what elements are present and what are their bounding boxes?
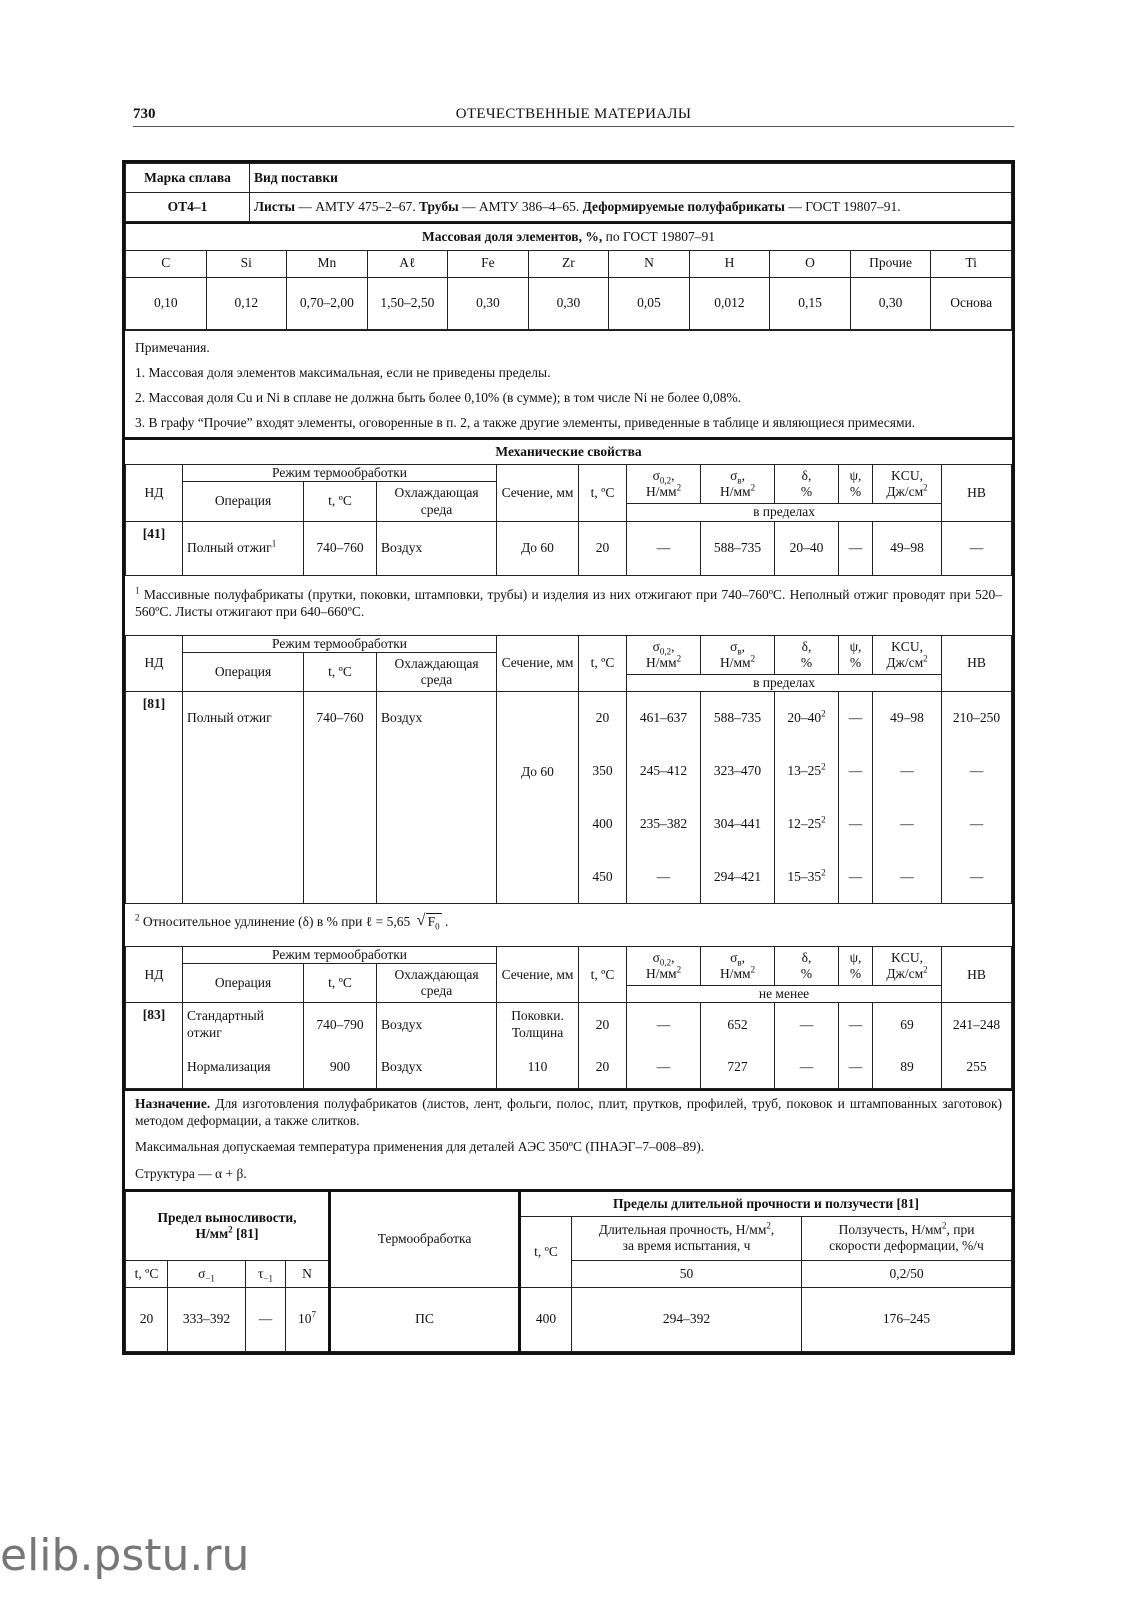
page-number: 730 — [133, 106, 156, 122]
delta: $20-40^2$ — [775, 692, 839, 745]
hdr-hb: НВ — [942, 465, 1012, 521]
hdr-kcu: KCU, $Дж/см^2$ — [873, 635, 942, 674]
mech-table-81 — [125, 635, 1012, 904]
fatigue-t: 20 — [126, 1287, 168, 1351]
hdr-s02: $\sigma_{0,2}$, $Н/мм^2$ — [627, 947, 701, 986]
test-temp: 350 — [579, 745, 627, 798]
heat-treatment-header: Термообработка — [330, 1190, 520, 1287]
psi: — — [839, 1046, 873, 1089]
psi: — — [839, 798, 873, 851]
hdr-s02: $\sigma_{0,2}$, $Н/мм^2$ — [627, 635, 701, 674]
kcu: 69 — [873, 1003, 942, 1046]
element-symbol: Прочие — [850, 250, 931, 277]
hb: 241–248 — [942, 1003, 1012, 1046]
creep-header: Ползучесть, $Н/мм^2$, при скорости деформации, %/ч — [802, 1216, 1012, 1260]
range-label: в пределах — [627, 504, 942, 521]
hdr-nd: НД — [126, 465, 183, 521]
element-symbol: Ti — [931, 250, 1012, 277]
element-value: 0,10 — [126, 277, 207, 329]
test-temp: 20 — [579, 1003, 627, 1046]
long-strength: 294–392 — [572, 1287, 802, 1351]
medium: Воздух — [377, 692, 497, 904]
nd-ref: [81] — [126, 692, 183, 904]
sigma-1: 333–392 — [168, 1287, 246, 1351]
range-label: в пределах — [627, 674, 942, 691]
hdr-mode: Режим термообработки — [183, 635, 497, 652]
section: Поковки. Толщина — [497, 1003, 579, 1046]
grade-value: ОТ4–1 — [126, 193, 250, 222]
creep-t-header: t, ºС — [520, 1216, 572, 1287]
sv: 727 — [701, 1046, 775, 1089]
element-value: 0,12 — [206, 277, 287, 329]
rate-value: 0,2/50 — [802, 1260, 1012, 1287]
s02: 235–382 — [627, 798, 701, 851]
test-temp: 20 — [579, 692, 627, 745]
purpose-block — [125, 1089, 1012, 1189]
page-header — [133, 104, 1014, 127]
mech-table-41 — [125, 464, 1012, 575]
note-1: 1. Массовая доля элементов максимальная, если не приведены пределы. — [135, 364, 551, 380]
medium: Воздух — [377, 1046, 497, 1089]
fatigue-title: Предел выносливости, $Н/мм^2$ [81] — [126, 1190, 330, 1260]
alloy-supply-table — [125, 163, 1012, 222]
temp: 900 — [304, 1046, 377, 1089]
s02: — — [627, 521, 701, 575]
delta: $15-35^2$ — [775, 851, 839, 904]
element-symbol: Fe — [448, 250, 529, 277]
footnote-1: $^1$ Массивные полуфабрикаты (прутки, поковки, штамповки, трубы) и изделия из них отжигают при 740–760ºС. Неполный отжиг проводят при 520–560ºС. Листы отжигают при 640–660ºС. — [135, 585, 1003, 619]
hdr-kcu: KCU, $Дж/см^2$ — [873, 947, 942, 986]
hb: 210–250 — [942, 692, 1012, 745]
element-value: 0,012 — [689, 277, 770, 329]
hdr-operation: Операция — [183, 652, 304, 691]
fatigue-creep-table — [125, 1189, 1012, 1352]
hdr-sv: $\sigma_в$, $Н/мм^2$ — [701, 635, 775, 674]
delta: — — [775, 1003, 839, 1046]
delta: $13-25^2$ — [775, 745, 839, 798]
test-temp: 20 — [579, 521, 627, 575]
s02: — — [627, 851, 701, 904]
hdr-psi: ψ, % — [839, 947, 873, 986]
kcu: — — [873, 745, 942, 798]
alloy-card — [122, 160, 1015, 1355]
hdr-tc: t, ºС — [579, 947, 627, 1003]
composition-values-row — [126, 277, 1012, 329]
element-symbol: C — [126, 250, 207, 277]
hdr-tc: t, ºС — [579, 635, 627, 691]
hb: — — [942, 798, 1012, 851]
creep-t: 400 — [520, 1287, 572, 1351]
kcu: 49–98 — [873, 521, 942, 575]
s02: 245–412 — [627, 745, 701, 798]
mech-table-83 — [125, 946, 1012, 1089]
hdr-sv: $\sigma_в$, $Н/мм^2$ — [701, 465, 775, 504]
hb: 255 — [942, 1046, 1012, 1089]
hdr-kcu: KCU, $Дж/см^2$ — [873, 465, 942, 504]
fatigue-t-header: t, ºС — [126, 1260, 168, 1287]
sv: 588–735 — [701, 692, 775, 745]
section: До 60 — [497, 692, 579, 904]
delta: 20–40 — [775, 521, 839, 575]
hdr-psi: ψ, % — [839, 635, 873, 674]
kcu: — — [873, 798, 942, 851]
s02: — — [627, 1003, 701, 1046]
operation: Стандартный отжиг — [183, 1003, 304, 1046]
range-label: не менее — [627, 986, 942, 1003]
sv: 294–421 — [701, 851, 775, 904]
tau-1: — — [246, 1287, 286, 1351]
sv: 588–735 — [701, 521, 775, 575]
hb: — — [942, 851, 1012, 904]
element-value: 0,30 — [528, 277, 609, 329]
tau-1-header: $\tau_{-1}$ — [246, 1260, 286, 1287]
max-temp: Максимальная допускаемая температура применения для деталей АЭС 350ºС (ПНАЭГ–7–008–89). — [135, 1139, 705, 1155]
creep-title: Пределы длительной прочности и ползучести [81] — [520, 1190, 1012, 1216]
operation: Полный отжиг$^1$ — [183, 521, 304, 575]
element-value: 0,30 — [850, 277, 931, 329]
hdr-psi: ψ, % — [839, 465, 873, 504]
section: До 60 — [497, 521, 579, 575]
nd-ref: [83] — [126, 1003, 183, 1089]
element-symbol: H — [689, 250, 770, 277]
s02: — — [627, 1046, 701, 1089]
medium: Воздух — [377, 1003, 497, 1046]
footnote-2: $^2$ Относительное удлинение (δ) в % при ℓ = 5,65 √ $F_0$ . — [125, 904, 1012, 946]
medium: Воздух — [377, 521, 497, 575]
element-symbol: O — [770, 250, 851, 277]
element-symbol: Aℓ — [367, 250, 448, 277]
psi: — — [839, 521, 873, 575]
hdr-sv: $\sigma_в$, $Н/мм^2$ — [701, 947, 775, 986]
composition-table — [125, 222, 1012, 330]
hdr-hb: НВ — [942, 635, 1012, 691]
test-temp: 20 — [579, 1046, 627, 1089]
psi: — — [839, 1003, 873, 1046]
purpose-text: Назначение. Для изготовления полуфабрикатов (листов, лент, фольги, полос, плит, прутков, профилей, труб, поковок и штампованных заготовок) методом деформации, а также слитков. — [135, 1096, 1002, 1129]
hdr-medium: Охлаждающая среда — [377, 482, 497, 521]
hdr-hb: НВ — [942, 947, 1012, 1003]
element-value: 0,30 — [448, 277, 529, 329]
mech-title: Механические свойства — [125, 437, 1012, 464]
hb: — — [942, 745, 1012, 798]
running-title: ОТЕЧЕСТВЕННЫЕ МАТЕРИАЛЫ — [455, 106, 692, 122]
temp: 740–760 — [304, 692, 377, 904]
hdr-medium: Охлаждающая среда — [377, 652, 497, 691]
psi: — — [839, 851, 873, 904]
sv: 323–470 — [701, 745, 775, 798]
hdr-tc: t, ºС — [579, 465, 627, 521]
hdr-nd: НД — [126, 635, 183, 691]
hdr-operation: Операция — [183, 964, 304, 1003]
hdr-delta: δ, % — [775, 947, 839, 986]
creep-value: 176–245 — [802, 1287, 1012, 1351]
element-symbol: Si — [206, 250, 287, 277]
element-symbol: Zr — [528, 250, 609, 277]
watermark: elib.pstu.ru — [0, 1530, 250, 1581]
hdr-delta: δ, % — [775, 465, 839, 504]
hdr-temp: t, ºС — [304, 482, 377, 521]
operation: Полный отжиг — [183, 692, 304, 904]
hdr-mode: Режим термообработки — [183, 947, 497, 964]
element-value: Основа — [931, 277, 1012, 329]
hdr-operation: Операция — [183, 482, 304, 521]
sqrt-f0: √ $F_0$ — [426, 913, 442, 931]
supply-value: Листы — АМТУ 475–2–67. Трубы — АМТУ 386–4–65. Деформируемые полуфабрикаты — ГОСТ 19807–91. — [250, 193, 1012, 222]
element-value: 1,50–2,50 — [367, 277, 448, 329]
psi: — — [839, 745, 873, 798]
structure: Структура — α + β. — [135, 1166, 247, 1181]
section: 110 — [497, 1046, 579, 1089]
psi: — — [839, 692, 873, 745]
notes-title: Примечания. — [135, 339, 210, 355]
sv: 304–441 — [701, 798, 775, 851]
operation: Нормализация — [183, 1046, 304, 1089]
temp: 740–760 — [304, 521, 377, 575]
hdr-nd: НД — [126, 947, 183, 1003]
s02: 461–637 — [627, 692, 701, 745]
hdr-section: Сечение, мм — [497, 465, 579, 521]
temp: 740–790 — [304, 1003, 377, 1046]
hdr-temp: t, ºС — [304, 964, 377, 1003]
kcu: — — [873, 851, 942, 904]
delta: — — [775, 1046, 839, 1089]
kcu: 89 — [873, 1046, 942, 1089]
supply-label: Вид поставки — [250, 164, 1012, 193]
delta: $12-25^2$ — [775, 798, 839, 851]
kcu: 49–98 — [873, 692, 942, 745]
sigma-1-header: $\sigma_{-1}$ — [168, 1260, 246, 1287]
note-3: 3. В графу “Прочие” входят элементы, оговоренные в п. 2, а также другие элементы, приведенные в таблице и являющиеся примесями. — [135, 415, 916, 431]
hdr-section: Сечение, мм — [497, 635, 579, 691]
composition-title: Массовая доля элементов, %, по ГОСТ 19807–91 — [126, 223, 1012, 250]
hdr-mode: Режим термообработки — [183, 465, 497, 482]
grade-label: Марка сплава — [126, 164, 250, 193]
element-value: 0,15 — [770, 277, 851, 329]
n-cycles: $10^7$ — [286, 1287, 330, 1351]
composition-elements-row — [126, 250, 1012, 277]
hdr-s02: $\sigma_{0,2}$, $Н/мм^2$ — [627, 465, 701, 504]
hdr-medium: Охлаждающая среда — [377, 964, 497, 1003]
n-header: N — [286, 1260, 330, 1287]
nd-ref: [41] — [126, 521, 183, 575]
hours-value: 50 — [572, 1260, 802, 1287]
test-temp: 450 — [579, 851, 627, 904]
long-strength-header: Длительная прочность, $Н/мм^2$, за время испытания, ч — [572, 1216, 802, 1260]
hdr-delta: δ, % — [775, 635, 839, 674]
sv: 652 — [701, 1003, 775, 1046]
element-symbol: N — [609, 250, 690, 277]
hdr-temp: t, ºС — [304, 652, 377, 691]
test-temp: 400 — [579, 798, 627, 851]
heat-treatment: ПС — [330, 1287, 520, 1351]
element-symbol: Mn — [287, 250, 368, 277]
note-2: 2. Массовая доля Cu и Ni в сплаве не должна быть более 0,10% (в сумме); в том числе Ni не более 0,08%. — [135, 389, 742, 405]
element-value: 0,05 — [609, 277, 690, 329]
composition-notes — [125, 330, 1012, 438]
element-value: 0,70–2,00 — [287, 277, 368, 329]
hb: — — [942, 521, 1012, 575]
hdr-section: Сечение, мм — [497, 947, 579, 1003]
